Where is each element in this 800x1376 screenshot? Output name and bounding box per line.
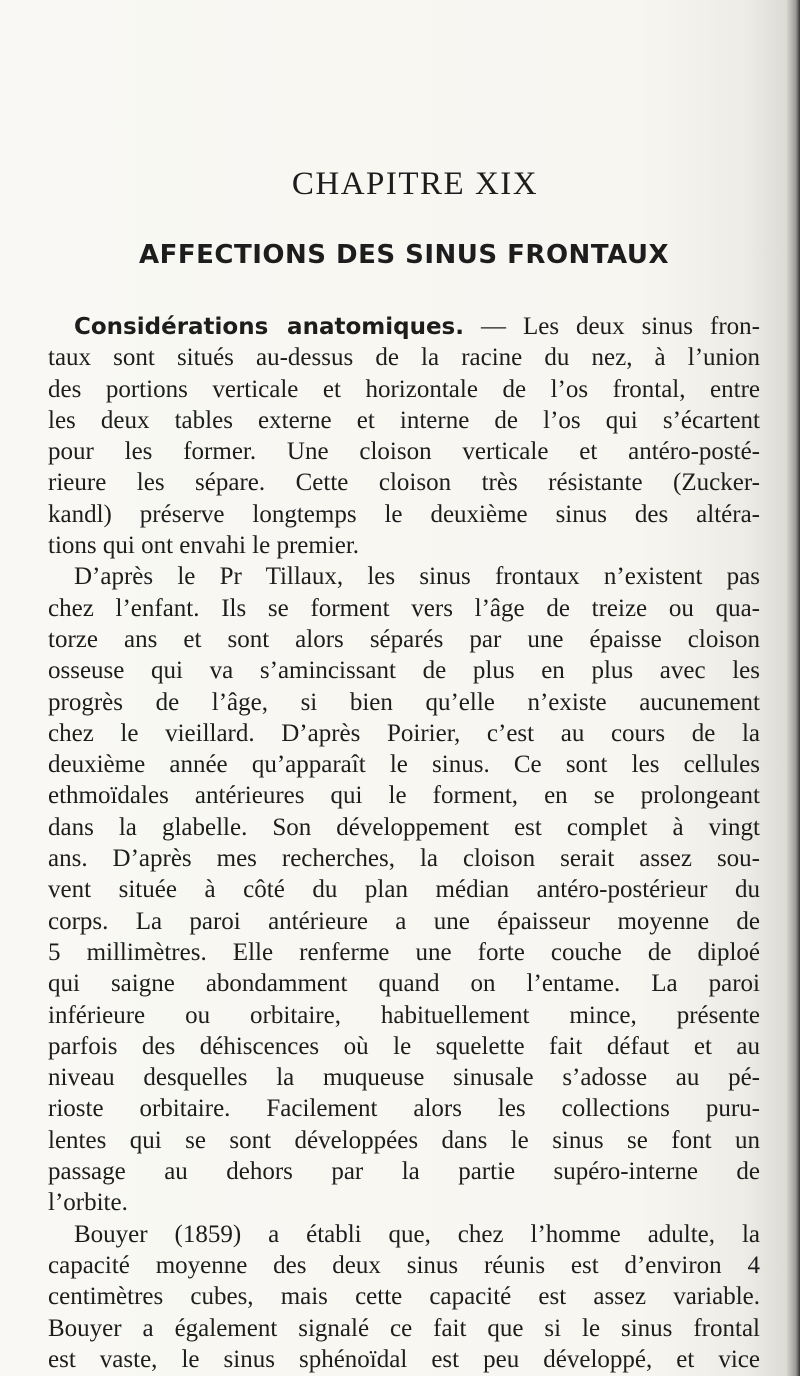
text-line: torze ans et sont alors séparés par une épaisse cloison — [48, 625, 760, 653]
body-text — [48, 311, 760, 1375]
text-line: tions qui ont envahi le premier. — [48, 532, 360, 560]
text-line: niveau desquelles la muqueuse sinusale s’adosse au pé- — [48, 1064, 760, 1092]
text-line: rieure les sépare. Cette cloison très résistante (Zucker- — [48, 469, 760, 497]
paragraph-2 — [48, 561, 760, 1218]
text-line: corps. La paroi antérieure a une épaisseur moyenne de — [48, 907, 760, 935]
text-line: vent située à côté du plan médian antéro-postérieur du — [48, 876, 760, 904]
text-line: capacité moyenne des deux sinus réunis est d’environ 4 — [48, 1251, 760, 1279]
text-line: chez le vieillard. D’après Poirier, c’est au cours de la — [48, 719, 760, 747]
text-line: est vaste, le sinus sphénoïdal est peu développé, et vice — [48, 1345, 760, 1373]
text-line: chez l’enfant. Ils se forment vers l’âge de treize ou qua- — [48, 594, 760, 622]
text-line: deuxième année qu’apparaît le sinus. Ce sont les cellules — [48, 751, 760, 779]
text-line: pour les former. Une cloison verticale et antéro-posté- — [48, 438, 760, 466]
text-line: dans la glabelle. Son développement est complet à vingt — [48, 813, 760, 841]
paragraph-3 — [48, 1219, 760, 1375]
text-line: rioste orbitaire. Facilement alors les collections puru- — [48, 1095, 760, 1123]
text-line: progrès de l’âge, si bien qu’elle n’existe aucunement — [48, 688, 760, 716]
text-line: ans. D’après mes recherches, la cloison serait assez sou- — [48, 845, 760, 873]
lead-term: Considérations anatomiques. — [74, 314, 464, 340]
text-line: parfois des déhiscences où le squelette fait défaut et au — [48, 1032, 760, 1060]
text-line: Considérations anatomiques. — Les deux sinus fron- — [74, 313, 761, 340]
paragraph-1 — [48, 311, 760, 561]
text-line: 5 millimètres. Elle renferme une forte couche de diploé — [48, 938, 760, 966]
text-line: kandl) préserve longtemps le deuxième sinus des altéra- — [48, 500, 760, 528]
text-line: Bouyer a également signalé ce fait que si le sinus frontal — [48, 1314, 760, 1342]
text-line: osseuse qui va s’amincissant de plus en plus avec les — [48, 657, 760, 685]
text-line: centimètres cubes, mais cette capacité est assez variable. — [48, 1283, 760, 1311]
text-line: passage au dehors par la partie supéro-interne de — [48, 1158, 760, 1186]
text-line: les deux tables externe et interne de l’os qui s’écartent — [48, 406, 760, 434]
text-line: inférieure ou orbitaire, habituellement mince, présente — [48, 1001, 760, 1029]
text-line: l’orbite. — [48, 1189, 128, 1217]
text-line: lentes qui se sont développées dans le sinus se font un — [48, 1126, 760, 1154]
text-line: des portions verticale et horizontale de l’os frontal, entre — [48, 375, 760, 403]
text-line: ethmoïdales antérieures qui le forment, en se prolongeant — [48, 782, 760, 810]
section-heading: AFFECTIONS DES SINUS FRONTAUX — [138, 240, 670, 270]
page-edge-shadow — [786, 0, 800, 1376]
text-line: D’après le Pr Tillaux, les sinus frontaux n’existent pas — [74, 563, 760, 591]
chapter-heading: CHAPITRE XIX — [291, 166, 539, 202]
text-line: taux sont situés au-dessus de la racine du nez, à l’union — [48, 344, 760, 372]
text-line: qui saigne abondamment quand on l’entame. La paroi — [48, 970, 760, 998]
text-line: Bouyer (1859) a établi que, chez l’homme adulte, la — [74, 1220, 760, 1248]
